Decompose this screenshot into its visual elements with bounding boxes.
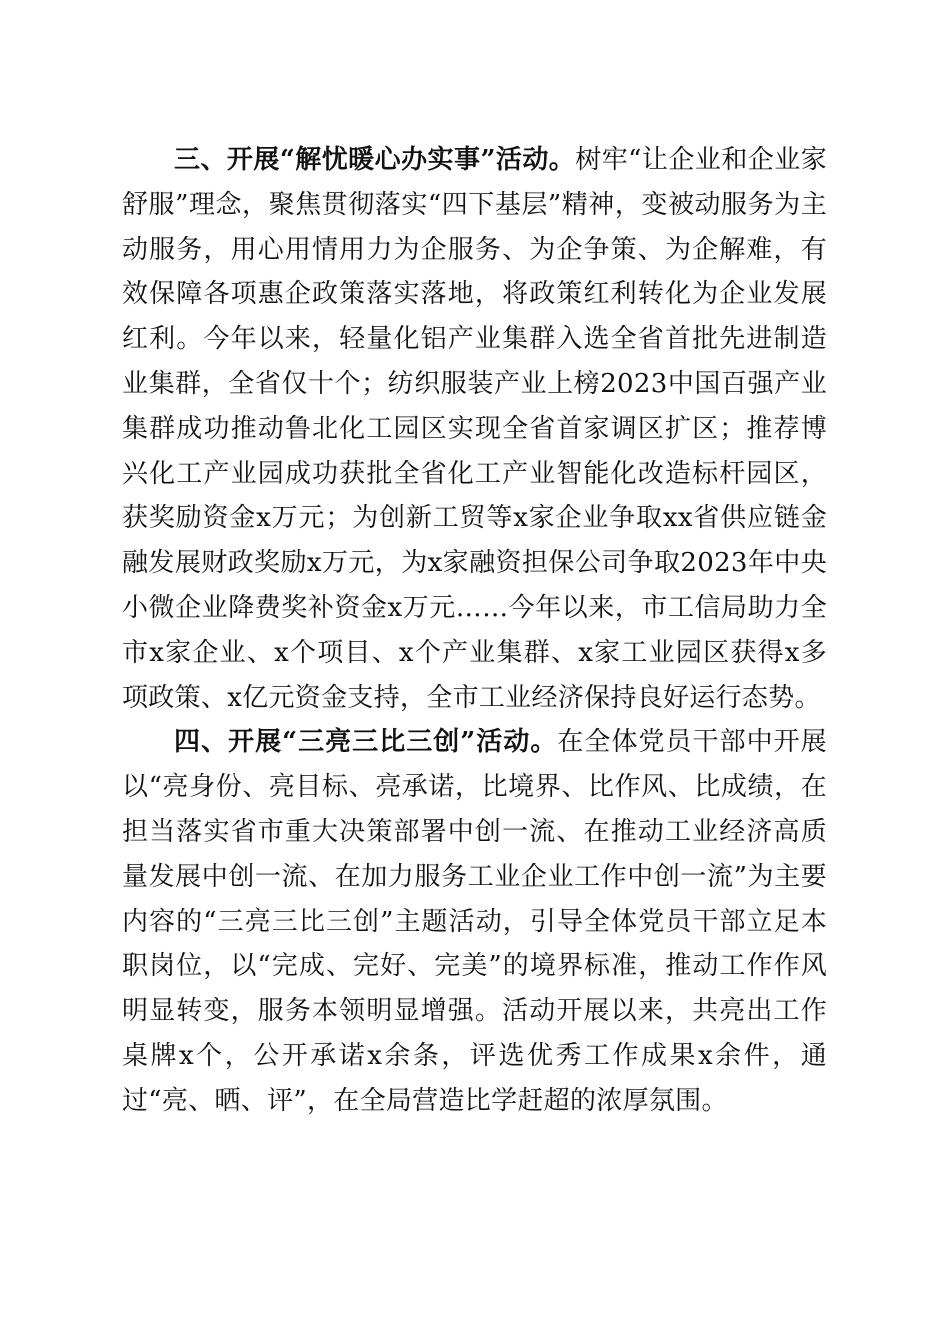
paragraph-section-three: [122, 138, 827, 720]
section-four-heading: 四、开展“三亮三比三创”活动。: [174, 727, 558, 758]
section-four-text: 在全体党员干部中开展以“亮身份、亮目标、亮承诺，比境界、比作风、比成绩，在担当落实省市重大决策部署中创一流、在推动工业经济高质量发展中创一流、在加力服务工业企业工作中创一流”为主要内容的“三亮三比三创”主题活动，引导全体党员干部立足本职岗位，以“完成、完好、完美”的境界标准，推动工作作风明显转变，服务本领明显增强。活动开展以来，共亮出工作桌牌x个，公开承诺x余条，评选优秀工作成果x余件，通过“亮、晒、评”，在全局营造比学赶超的浓厚氛围。: [122, 727, 827, 1116]
section-three-heading: 三、开展“解忧暖心办实事”活动。: [174, 145, 576, 175]
section-three-text: 树牢“让企业和企业家舒服”理念，聚焦贯彻落实“四下基层”精神，变被动服务为主动服务，用心用情用力为企服务、为企争策、为企解难，有效保障各项惠企政策落实落地，将政策红利转化为企业发展红利。今年以来，轻量化铝产业集群入选全省首批先进制造业集群，全省仅十个；纺织服装产业上榜2023中国百强产业集群成功推动鲁北化工园区实现全省首家调区扩区；推荐博兴化工产业园成功获批全省化工产业智能化改造标杆园区，获奖励资金x万元；为创新工贸等x家企业争取xx省供应链金融发展财政奖励x万元，为x家融资担保公司争取2023年中央小微企业降费奖补资金x万元……今年以来，市工信局助力全市x家企业、x个项目、x个产业集群、x家工业园区获得x多项政策、x亿元资金支持，全市工业经济保持良好运行态势。: [122, 145, 827, 713]
document-body: [122, 138, 827, 1124]
paragraph-section-four: [122, 720, 827, 1123]
